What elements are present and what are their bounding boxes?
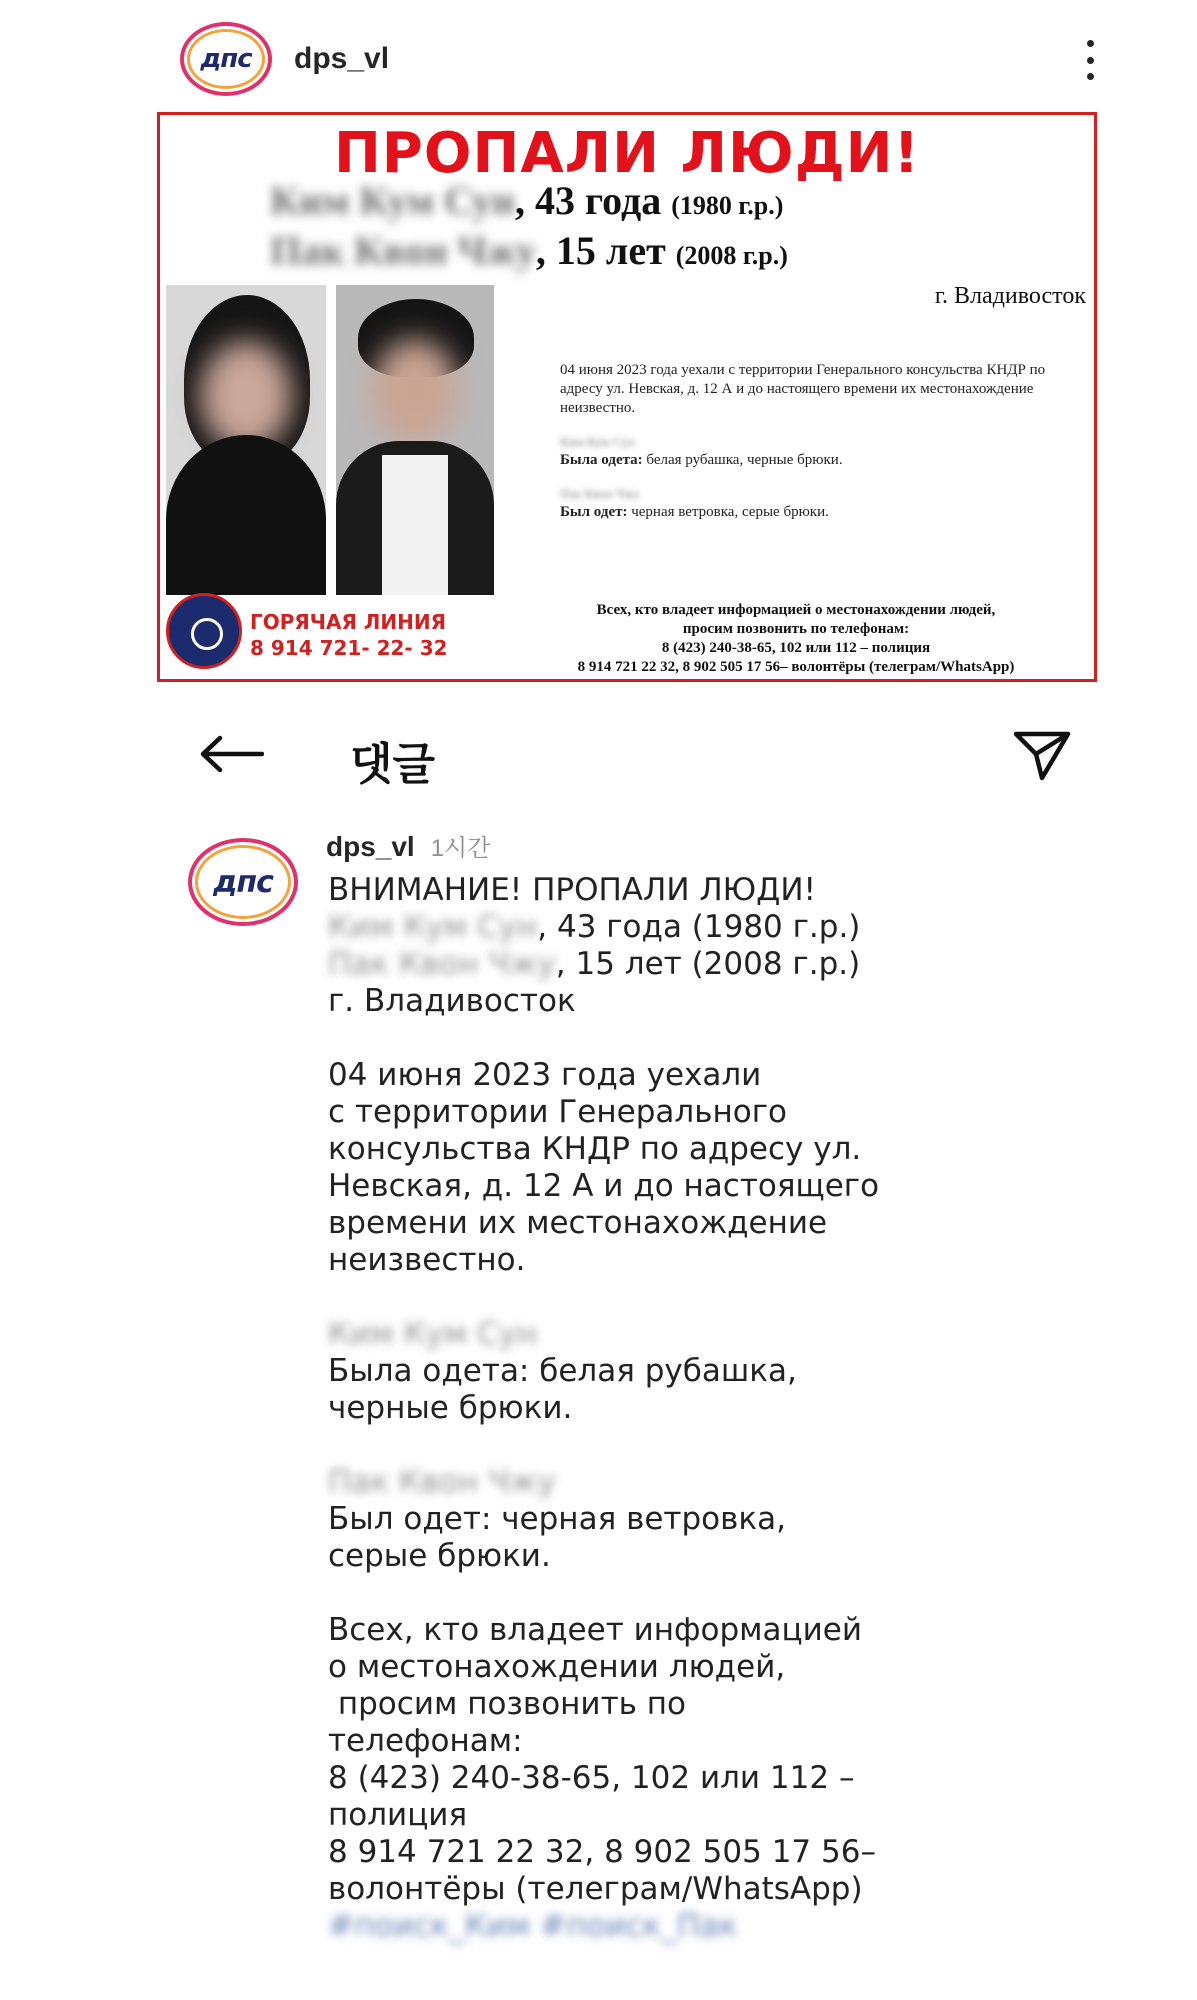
poster-description-block	[560, 361, 1060, 522]
poster-clothes2: черная ветровка, серые брюки.	[627, 504, 829, 520]
poster-city: г. Владивосток	[934, 283, 1086, 309]
poster-person1-age: , 43 года	[514, 178, 662, 223]
poster-person1-name: Ким Кум Сун	[270, 178, 515, 223]
poster-footer-line3: 8 (423) 240-38-65, 102 или 112 – полиция	[661, 640, 931, 656]
more-vertical-icon[interactable]	[1080, 40, 1100, 80]
hotline-label: ГОРЯЧАЯ ЛИНИЯ	[250, 610, 447, 634]
photo-person1	[166, 285, 326, 595]
send-icon[interactable]	[1012, 728, 1072, 782]
poster-person1-line	[270, 177, 783, 224]
comment-hashtags[interactable]: #поиск_Ким #поиск_Пак	[328, 1908, 738, 1944]
poster-person2-name: Пак Квон Чжу	[270, 228, 536, 273]
poster-person2-short: Пак Квон Чжу	[560, 486, 641, 501]
volunteer-logo-icon	[166, 593, 242, 669]
comment-line1: ВНИМАНИЕ! ПРОПАЛИ ЛЮДИ!	[328, 872, 816, 908]
poster-person1-year: (1980 г.р.)	[671, 191, 784, 220]
comment-age1: , 43 года (1980 г.р.)	[537, 909, 861, 945]
poster-clothes1: белая рубашка, черные брюки.	[642, 452, 843, 468]
comment-name1: Ким Кум Сун	[328, 909, 538, 945]
poster-person2-line	[270, 227, 788, 274]
comment-name1-again: Ким Кум Сун	[328, 1316, 538, 1352]
comment-age2: , 15 лет (2008 г.р.)	[555, 946, 861, 982]
comment-text	[328, 872, 1088, 1945]
comment-para2: Всех, кто владеет информацией о местонахождении людей, просим позвонить по телефонам: 8 (423) 240-38-65, 102 или 112 – полиция 8 914 721 22 32, 8 902 505 17 56– волонтёры (телеграм/WhatsApp)	[328, 1612, 876, 1907]
comment-para1: 04 июня 2023 года уехали с территории Генерального консульства КНДР по адресу ул. Невская, д. 12 А и до настоящего времени их местонахождение неизвестно.	[328, 1057, 880, 1278]
post-header	[180, 14, 1100, 104]
post-image[interactable]	[157, 112, 1097, 682]
poster-clothes2-label: Был одет:	[560, 504, 628, 520]
comments-title: 댓글	[350, 739, 436, 790]
hotline-number: 8 914 721- 22- 32	[250, 636, 448, 660]
poster-person1-short: Ким Кум Сун	[560, 434, 635, 449]
poster-person2-age: , 15 лет	[535, 228, 666, 273]
comment-clothes2: Был одет: черная ветровка, серые брюки.	[328, 1501, 786, 1574]
arrow-left-icon[interactable]	[198, 734, 264, 774]
comment-avatar-logo: дпс	[213, 864, 273, 900]
avatar-logo: дпс	[200, 44, 252, 74]
comment-avatar[interactable]	[188, 838, 298, 926]
comment-city: г. Владивосток	[328, 983, 576, 1019]
poster-person2-year: (2008 г.р.)	[675, 241, 788, 270]
comment-clothes1: Была одета: белая рубашка, черные брюки.	[328, 1353, 797, 1426]
comment-time: 1시간	[430, 835, 491, 862]
poster-description: 04 июня 2023 года уехали с территории Генерального консульства КНДР по адресу ул. Невская, д. 12 А и до настоящего времени их местонахождение неизвестно.	[560, 362, 1046, 416]
poster-footer-line2: просим позвонить по телефонам:	[682, 621, 910, 637]
poster-clothes1-label: Была одета:	[560, 452, 643, 468]
post-username[interactable]: dps_vl	[294, 42, 390, 75]
photo-person2	[336, 285, 494, 595]
comment-header	[326, 828, 490, 863]
poster-footer-line4: 8 914 721 22 32, 8 902 505 17 56– волонтёры (телеграм/WhatsApp)	[577, 659, 1015, 675]
profile-avatar[interactable]	[180, 22, 272, 96]
poster-hotline	[250, 609, 448, 661]
comment-name2-again: Пак Квон Чжу	[328, 1464, 556, 1500]
poster-footer-line1: Всех, кто владеет информацией о местонахождении людей,	[596, 602, 996, 618]
comments-top-bar	[180, 720, 1100, 790]
comment-name2: Пак Квон Чжу	[328, 946, 556, 982]
comment-username[interactable]: dps_vl	[326, 831, 415, 862]
poster-title: ПРОПАЛИ ЛЮДИ!	[333, 121, 921, 186]
poster-footer	[506, 601, 1086, 677]
